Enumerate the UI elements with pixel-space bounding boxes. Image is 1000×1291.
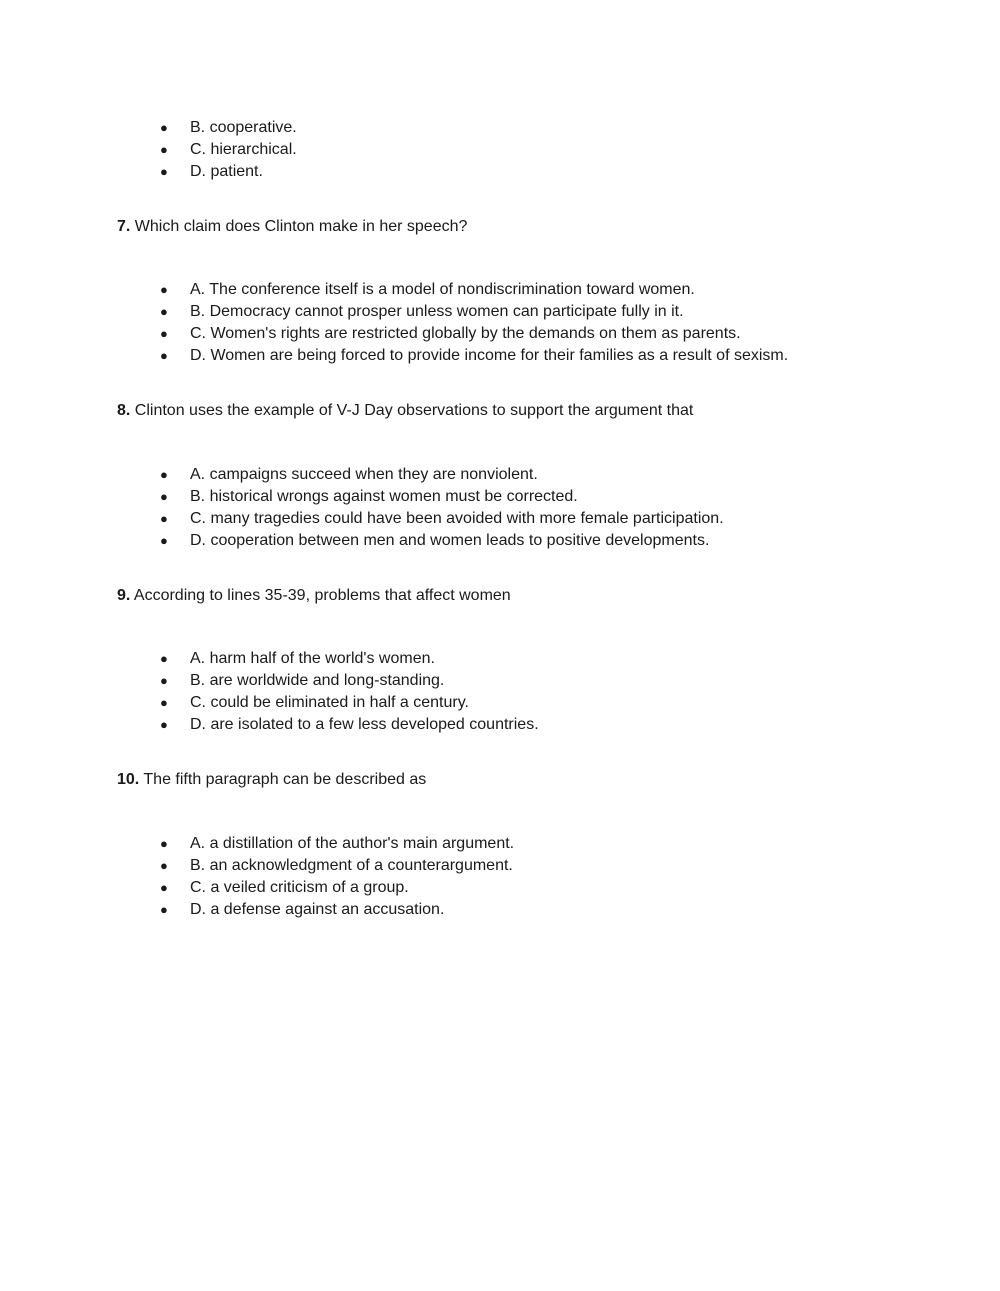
option-text: C. many tragedies could have been avoided with more female participation. (190, 510, 724, 527)
bullet-icon: ● (160, 326, 168, 341)
option-item (0, 139, 297, 161)
bullet-icon: ● (160, 282, 168, 297)
option-text: D. are isolated to a few less developed countries. (190, 716, 539, 733)
option-text: C. could be eliminated in half a century. (190, 694, 469, 711)
question-10-prompt (117, 770, 426, 790)
question-number: 9. (117, 587, 131, 604)
option-text: C. hierarchical. (190, 141, 297, 158)
option-item (0, 855, 514, 877)
option-text: B. an acknowledgment of a counterargument. (190, 857, 513, 874)
option-text: A. a distillation of the author's main argument. (190, 835, 515, 852)
question-8-prompt (117, 401, 693, 421)
option-text: B. are worldwide and long-standing. (190, 672, 445, 689)
bullet-icon: ● (160, 142, 168, 157)
question-number: 10. (117, 771, 140, 788)
option-text: A. campaigns succeed when they are nonviolent. (190, 466, 538, 483)
question-text: Clinton uses the example of V-J Day observations to support the argument that (130, 402, 694, 419)
option-item (0, 161, 297, 183)
option-text: B. historical wrongs against women must be corrected. (190, 488, 578, 505)
bullet-icon: ● (160, 651, 168, 666)
question-8-options (0, 464, 724, 552)
bullet-icon: ● (160, 902, 168, 917)
bullet-icon: ● (160, 511, 168, 526)
option-text: C. a veiled criticism of a group. (190, 879, 409, 896)
question-7-options (0, 279, 788, 367)
option-item (0, 117, 297, 139)
bullet-icon: ● (160, 120, 168, 135)
bullet-icon: ● (160, 467, 168, 482)
option-item (0, 508, 724, 530)
bullet-icon: ● (160, 858, 168, 873)
bullet-icon: ● (160, 164, 168, 179)
bullet-icon: ● (160, 304, 168, 319)
question-7-prompt (117, 217, 467, 237)
question-9-prompt (117, 586, 511, 606)
question-text: Which claim does Clinton make in her speech? (130, 218, 468, 235)
option-item (0, 692, 539, 714)
question-10-options (0, 833, 514, 921)
question-9-options (0, 648, 539, 736)
option-text: A. The conference itself is a model of nondiscrimination toward women. (190, 281, 695, 298)
option-text: C. Women's rights are restricted globally by the demands on them as parents. (190, 325, 741, 342)
option-text: D. a defense against an accusation. (190, 901, 445, 918)
question-text: According to lines 35-39, problems that affect women (130, 587, 511, 604)
option-item (0, 877, 514, 899)
question-text: The fifth paragraph can be described as (139, 771, 427, 788)
option-item (0, 714, 539, 736)
option-item (0, 345, 788, 367)
option-item (0, 530, 724, 552)
option-item (0, 279, 788, 301)
option-item (0, 486, 724, 508)
option-text: B. cooperative. (190, 119, 297, 136)
question-number: 7. (117, 218, 131, 235)
bullet-icon: ● (160, 673, 168, 688)
option-text: A. harm half of the world's women. (190, 650, 435, 667)
option-text: D. cooperation between men and women leads to positive developments. (190, 532, 710, 549)
bullet-icon: ● (160, 348, 168, 363)
bullet-icon: ● (160, 695, 168, 710)
option-item (0, 833, 514, 855)
option-text: D. Women are being forced to provide income for their families as a result of sexism. (190, 347, 789, 364)
bullet-icon: ● (160, 880, 168, 895)
bullet-icon: ● (160, 717, 168, 732)
option-item (0, 323, 788, 345)
option-text: B. Democracy cannot prosper unless women can participate fully in it. (190, 303, 684, 320)
bullet-icon: ● (160, 836, 168, 851)
question-number: 8. (117, 402, 131, 419)
bullet-icon: ● (160, 489, 168, 504)
option-item (0, 301, 788, 323)
option-text: D. patient. (190, 163, 263, 180)
option-item (0, 648, 539, 670)
option-item (0, 464, 724, 486)
previous-question-options (0, 117, 297, 183)
option-item (0, 899, 514, 921)
bullet-icon: ● (160, 533, 168, 548)
option-item (0, 670, 539, 692)
